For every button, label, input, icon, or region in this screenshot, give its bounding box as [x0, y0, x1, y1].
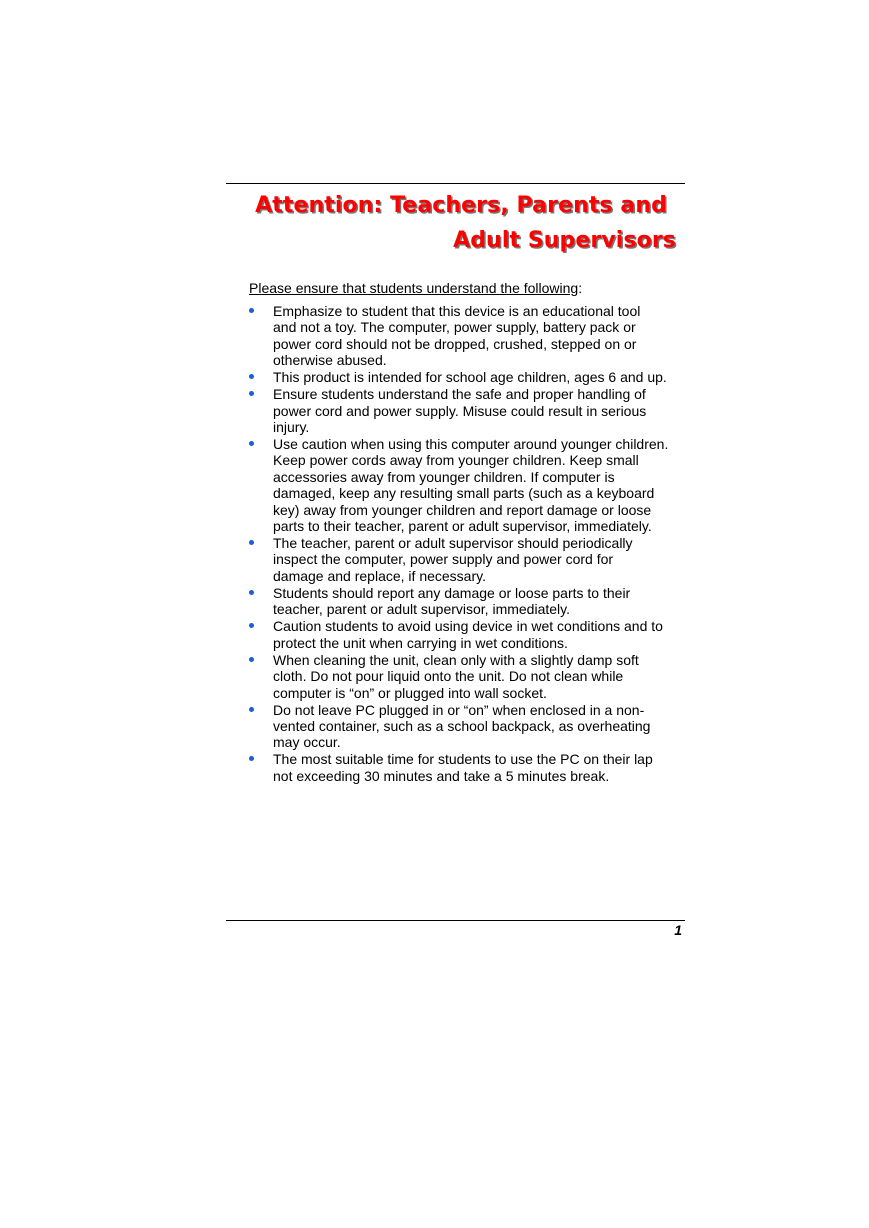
title-line-1: Attention: Teachers, Parents and: [255, 193, 667, 218]
bullet-icon: [249, 374, 254, 379]
list-item-text: Ensure students understand the safe and proper handling of power cord and power supply. Misuse could result in serious injury.: [273, 386, 647, 436]
list-item: [249, 618, 689, 651]
intro-underlined: Please ensure that students understand the following: [249, 280, 579, 296]
list-item-text: Students should report any damage or loose parts to their teacher, parent or adult supervisor, immediately.: [273, 584, 631, 618]
list-item: [249, 436, 689, 534]
list-item: [249, 303, 689, 369]
list-item: [249, 702, 689, 751]
list-item: [249, 585, 689, 618]
safety-list: [249, 303, 689, 785]
list-item-text: The most suitable time for students to use the PC on their lap not exceeding 30 minutes and take a 5 minutes break.: [273, 751, 653, 784]
page-title: [226, 188, 676, 258]
bullet-icon: [249, 391, 254, 396]
list-item-text: Do not leave PC plugged in or “on” when enclosed in a non- vented container, such as a school backpack, as overheating may occur.: [273, 701, 651, 751]
bullet-icon: [249, 707, 254, 712]
title-line-2: Adult Supervisors: [453, 228, 676, 253]
list-item-text: Use caution when using this computer around younger children. Keep power cords away from younger children. Keep small accessories away from younger children. If computer is damaged, keep any resulting small parts (such as a keyboard key) away from younger children and report damage or loose parts to their teacher, parent or adult supervisor, immediately.: [273, 436, 669, 535]
list-item: [249, 369, 689, 385]
bullet-icon: [249, 308, 254, 313]
list-item: [249, 386, 689, 435]
bullet-icon: [249, 441, 254, 446]
bullet-icon: [249, 590, 254, 595]
bullet-icon: [249, 540, 254, 545]
list-item-text: Emphasize to student that this device is an educational tool and not a toy. The computer, power supply, battery pack or power cord should not be dropped, crushed, stepped on or otherwise abused.: [273, 303, 641, 369]
list-item-text: The teacher, parent or adult supervisor should periodically inspect the computer, power supply and power cord for damage and replace, if necessary.: [273, 535, 633, 584]
intro-colon: :: [578, 280, 583, 296]
list-item: [249, 535, 689, 584]
list-item-text: This product is intended for school age children, ages 6 and up.: [273, 369, 667, 386]
bullet-icon: [249, 756, 254, 761]
list-item: [249, 751, 689, 784]
footer-rule: [226, 920, 685, 921]
bullet-icon: [249, 623, 254, 628]
list-item-text: When cleaning the unit, clean only with a slightly damp soft cloth. Do not pour liquid onto the unit. Do not clean while computer is “on” or plugged into wall socket.: [273, 651, 639, 701]
header-rule: [226, 183, 685, 184]
intro-text: [249, 280, 582, 297]
list-item: [249, 652, 689, 701]
list-item-text: Caution students to avoid using device in wet conditions and to protect the unit when carrying in wet conditions.: [273, 618, 663, 651]
bullet-icon: [249, 657, 254, 662]
page-number: 1: [674, 922, 682, 938]
